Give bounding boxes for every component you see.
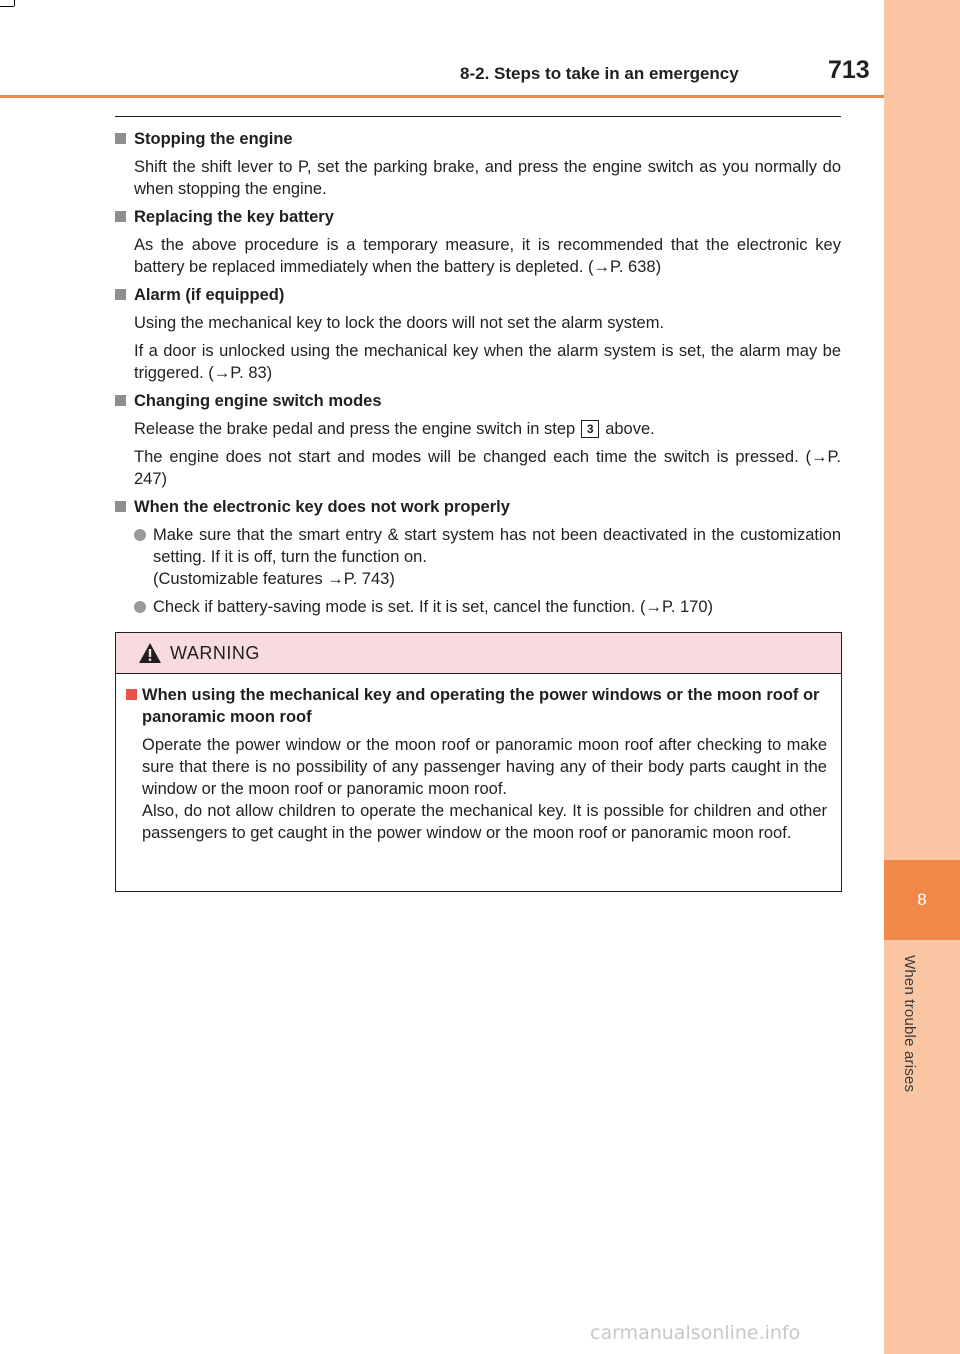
warning-text: Operate the power window or the moon roof or panoramic moon roof after checking to make sure that there is no possibility of any passenger having any of their body parts caught in the window or the moon roof or panoramic moon roof. Also, do not allow children to operate the mechanical key. It is possible for children and other passengers to get caught in the power window or the moon roof or panoramic moon roof.	[142, 736, 827, 842]
warning-header	[116, 633, 841, 674]
list-item: Make sure that the smart entry & start system has not been deactivated in the customization setting. If it is off, turn the function on. (Customizable features →P. 743)	[115, 524, 841, 590]
warning-box	[115, 632, 842, 892]
page-content	[115, 128, 841, 618]
section-heading: Replacing the key battery	[115, 206, 841, 228]
section-text: If a door is unlocked using the mechanical key when the alarm system is set, the alarm may be triggered. (→P. 83)	[134, 342, 841, 382]
list-item: Check if battery-saving mode is set. If it is set, cancel the function. (→P. 170)	[115, 596, 841, 618]
section-heading: Stopping the engine	[115, 128, 841, 150]
section-text: The engine does not start and modes will be changed each time the switch is pressed. (→P. 247)	[134, 448, 841, 488]
section-text: Shift the shift lever to P, set the parking brake, and press the engine switch as you normally do when stopping the engine.	[134, 158, 841, 198]
section-heading: When the electronic key does not work properly	[115, 496, 841, 518]
section-text: Using the mechanical key to lock the doors will not set the alarm system.	[134, 314, 665, 332]
square-bullet-icon	[115, 289, 126, 300]
square-bullet-icon	[115, 395, 126, 406]
chapter-label: When trouble arises	[901, 955, 918, 1093]
page-number: 713	[828, 56, 870, 84]
warning-icon	[138, 642, 162, 664]
warning-body	[116, 674, 841, 844]
section-heading: Changing engine switch modes	[115, 390, 841, 412]
chapter-number-tab: 8	[884, 860, 960, 940]
section-text: As the above procedure is a temporary measure, it is recommended that the electronic key battery be replaced immediately when the battery is depleted. (→P. 638)	[134, 236, 841, 276]
header-rule	[0, 95, 884, 98]
circle-bullet-icon	[134, 529, 146, 541]
watermark: carmanualsonline.info	[590, 1322, 801, 1344]
section-heading: Alarm (if equipped)	[115, 284, 841, 306]
step-number-badge: 3	[581, 420, 599, 438]
section-title: 8-2. Steps to take in an emergency	[460, 64, 739, 83]
warning-title: When using the mechanical key and operating the power windows or the moon roof or panoramic moon roof	[126, 684, 827, 728]
warning-label: WARNING	[170, 642, 260, 663]
square-bullet-icon	[115, 211, 126, 222]
square-bullet-icon	[126, 689, 137, 700]
side-tab-strip	[884, 0, 960, 1354]
square-bullet-icon	[115, 133, 126, 144]
square-bullet-icon	[115, 501, 126, 512]
crop-mark	[0, 6, 14, 7]
content-top-rule	[115, 116, 841, 117]
crop-mark	[14, 0, 15, 6]
section-text: Release the brake pedal and press the engine switch in step 3 above.	[134, 420, 655, 438]
circle-bullet-icon	[134, 601, 146, 613]
